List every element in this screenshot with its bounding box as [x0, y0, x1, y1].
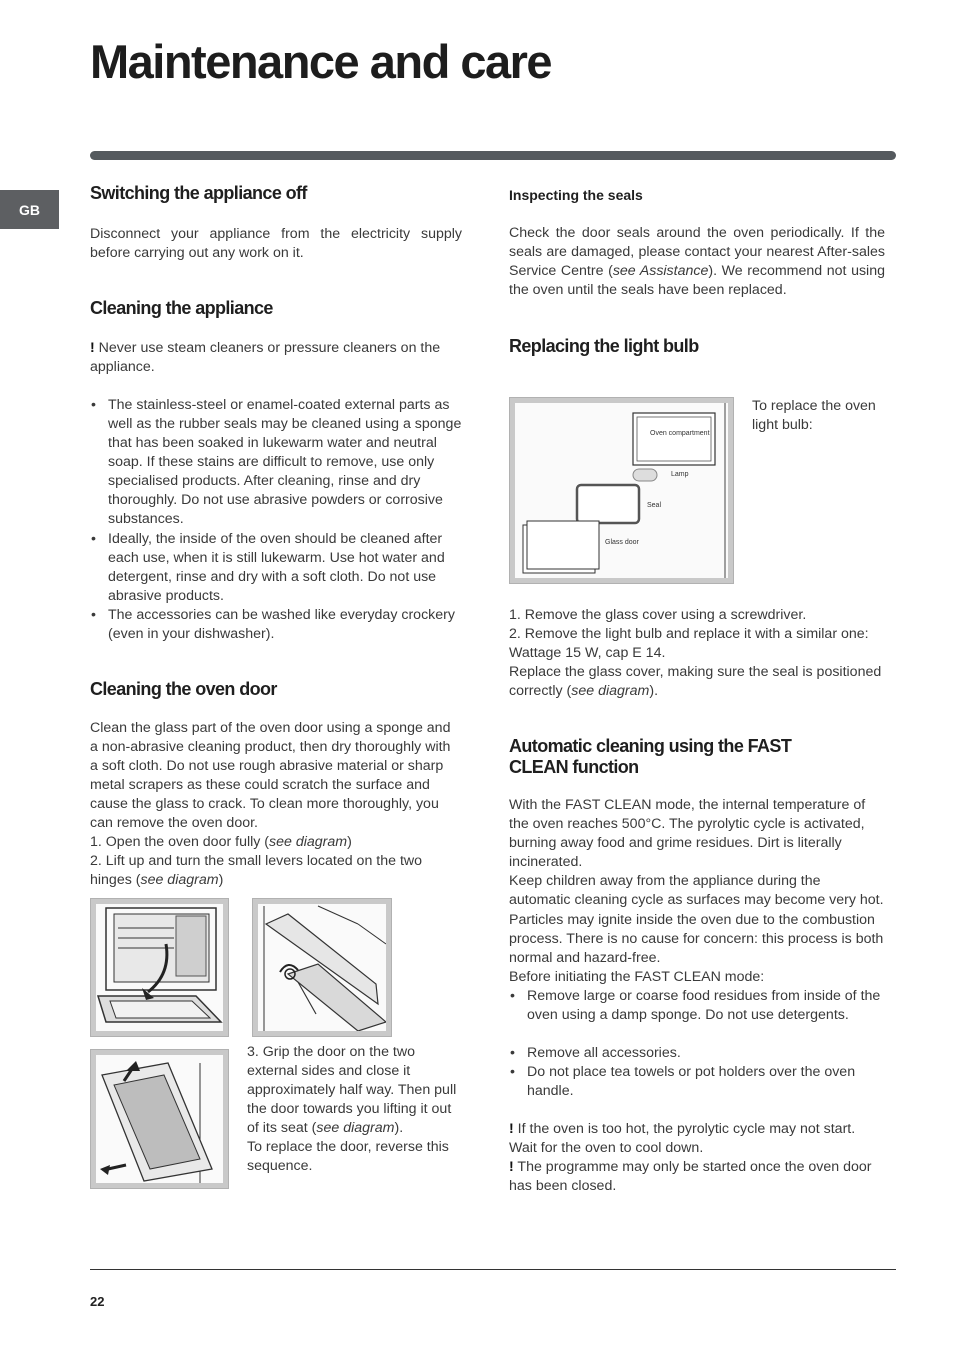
- light-bulb-heading: Replacing the light bulb: [509, 336, 699, 357]
- title-divider: [90, 151, 896, 160]
- switching-off-heading: Switching the appliance off: [90, 183, 307, 203]
- list-item: • The accessories can be washed like everyday crockery (even in your dishwasher).: [90, 606, 462, 644]
- list-item: • Remove all accessories.: [509, 1044, 885, 1063]
- bulb-step-1: 1. Remove the glass cover using a screwdriver.: [509, 607, 807, 623]
- list-item: • The stainless-steel or enamel-coated external parts as well as the rubber seals may be cleaned using a sponge that has been soaked in lukewarm water and neutral soap. If these stains are difficult to remove, use only specialised products. After cleaning, rinse and dry thoroughly. Do not use abrasive powders or corrosive substances.: [90, 396, 462, 529]
- language-tab: GB: [0, 190, 59, 229]
- cleaning-door-heading: Cleaning the oven door: [90, 678, 277, 699]
- fast-clean-warning-2: ! The programme may only be started once the oven door has been closed.: [509, 1159, 872, 1195]
- footer-divider: [90, 1269, 896, 1270]
- fast-clean-heading: Automatic cleaning using the FAST CLEAN function: [509, 736, 792, 778]
- door-text: Clean the glass part of the oven door using a sponge and a non-abrasive cleaning product, then dry thoroughly with a soft cloth. Do not use rough abrasive material or sharp metal scrapers as these could scratch the surface and cause the glass to crack. To clean more thoroughly, you can remove the oven door.: [90, 719, 451, 832]
- fast-clean-list-2: [509, 1044, 885, 1101]
- light-bulb-steps: [509, 606, 885, 1196]
- fast-clean-text-1: With the FAST CLEAN mode, the internal temperature of the oven reaches 500°C. The pyrolytic cycle is activated, burning away food and grime residues. Dirt is literally incinerated.: [509, 797, 866, 871]
- fast-clean-warning-1: ! If the oven is too hot, the pyrolytic cycle may not start. Wait for the oven to cool down.: [509, 1120, 856, 1156]
- fast-clean-list-1: [509, 987, 885, 1025]
- lift-door-diagram: [90, 1049, 229, 1189]
- light-bulb-diagram: [509, 397, 734, 584]
- list-item: • Do not place tea towels or pot holders over the oven handle.: [509, 1063, 885, 1101]
- lamp-label: Lamp: [671, 471, 689, 478]
- cleaning-appliance-heading: Cleaning the appliance: [90, 298, 273, 319]
- warning-icon: !: [509, 1120, 514, 1137]
- door-replace-text: To replace the door, reverse this sequence.: [247, 1139, 449, 1175]
- cleaning-warning: ! Never use steam cleaners or pressure cleaners on the appliance.: [90, 340, 441, 376]
- left-column: [90, 183, 462, 890]
- page-title: Maintenance and care: [90, 35, 552, 88]
- bulb-step-3: Replace the glass cover, making sure the seal is positioned correctly (see diagram).: [509, 664, 882, 700]
- hinge-lever-diagram: [252, 898, 392, 1037]
- bulb-step-2: 2. Remove the light bulb and replace it with a similar one: Wattage 15 W, cap E 14.: [509, 626, 869, 662]
- seals-heading: Inspecting the seals: [509, 187, 643, 203]
- door-step-3: 3. Grip the door on the two external sides and close it approximately half way. Then pull the door towards you lifting it out of its seat (see diagram). To replace the door, reverse this sequence.: [247, 1043, 462, 1176]
- fast-clean-text-3: Before initiating the FAST CLEAN mode:: [509, 968, 765, 985]
- fast-clean-text-2: Keep children away from the appliance during the automatic cleaning cycle as surfaces may become very hot. Particles may ignite inside the oven due to the combustion process. There is no cause for concern: this process is both normal and hazard-free.: [509, 873, 884, 966]
- light-bulb-intro: To replace the oven light bulb:: [752, 398, 876, 434]
- warning-icon: !: [90, 340, 95, 357]
- oven-compartment-label: Oven compartment: [650, 430, 710, 437]
- door-step-2: 2. Lift up and turn the small levers located on the two hinges (see diagram): [90, 853, 423, 889]
- warning-icon: !: [509, 1159, 514, 1176]
- right-column: [509, 183, 885, 357]
- page-number: 22: [90, 1294, 105, 1309]
- list-item: • Remove large or coarse food residues from inside of the oven using a damp sponge. Do not use detergents.: [509, 987, 885, 1025]
- seal-label: Seal: [647, 502, 662, 509]
- cleaning-list: [90, 396, 462, 644]
- glass-door-label: Glass door: [605, 539, 639, 546]
- seals-text: Check the door seals around the oven periodically. If the seals are damaged, please contact your nearest After-sales Service Centre (see Assistance). We recommend not using the oven until the seals have been replaced.: [509, 225, 885, 299]
- open-door-diagram: [90, 898, 229, 1037]
- switching-off-text: Disconnect your appliance from the electricity supply before carrying out any work on it.: [90, 226, 462, 262]
- list-item: • Ideally, the inside of the oven should be cleaned after each use, when it is still lukewarm. Use hot water and detergent, rinse and dry with a soft cloth. Do not use abrasive products.: [90, 530, 462, 606]
- door-step-1: 1. Open the oven door fully (see diagram): [90, 834, 352, 851]
